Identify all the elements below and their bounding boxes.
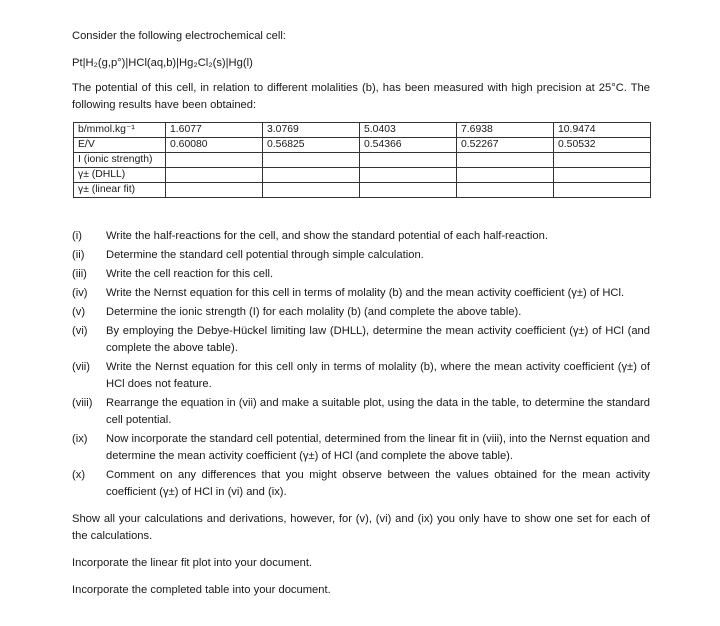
- table-cell: 3.0769: [263, 123, 360, 138]
- table-cell: [554, 153, 651, 168]
- question-number: (viii): [72, 397, 93, 409]
- question-number: (ii): [72, 249, 85, 261]
- row-label: γ± (linear fit): [74, 183, 166, 198]
- intro-text: Consider the following electrochemical cell:: [72, 30, 286, 42]
- table-cell: [263, 168, 360, 183]
- table-row: [74, 123, 651, 138]
- table-cell: 5.0403: [360, 123, 457, 138]
- table-row: [74, 153, 651, 168]
- question-number: (x): [72, 469, 86, 481]
- question-number: (vii): [72, 361, 91, 373]
- table-cell: [457, 183, 554, 198]
- description-text: The potential of this cell, in relation to different molalities (b), has been measured with high precision at 25°C. The following results have been obtained:: [72, 82, 650, 111]
- question-text: By employing the Debye-Hückel limiting law (DHLL), determine the mean activity coefficient (γ±) of HCl (and complete the above table).: [106, 325, 650, 354]
- table-cell: [554, 168, 651, 183]
- table-cell: 1.6077: [166, 123, 263, 138]
- question-text: Comment on any differences that you might observe between the values obtained for the mean activity coefficient (γ±) of HCl in (vi) and (ix).: [106, 469, 650, 498]
- table-cell: 0.50532: [554, 138, 651, 153]
- question-text: Write the half-reactions for the cell, and show the standard potential of each half-reaction.: [106, 230, 548, 242]
- question-text: Rearrange the equation in (vii) and make a suitable plot, using the data in the table, to determine the standard cell potential.: [106, 397, 650, 426]
- question-number: (ix): [72, 433, 88, 445]
- question-text: Determine the standard cell potential through simple calculation.: [106, 249, 424, 261]
- question-number: (vi): [72, 325, 88, 337]
- table-cell: 0.56825: [263, 138, 360, 153]
- table-cell: [263, 153, 360, 168]
- table-cell: [457, 153, 554, 168]
- table-row: [74, 138, 651, 153]
- table-cell: [263, 183, 360, 198]
- question-text: Write the cell reaction for this cell.: [106, 268, 274, 280]
- instruction-text: Show all your calculations and derivations, however, for (v), (vi) and (ix) you only have to show one set for each of the calculations.: [72, 513, 650, 542]
- instruction-text: Incorporate the linear fit plot into your document.: [72, 557, 313, 569]
- table-row: [74, 183, 651, 198]
- question-item: [72, 304, 650, 321]
- table-cell: [457, 168, 554, 183]
- question-text: Write the Nernst equation for this cell only in terms of molality (b), where the mean activity coefficient (γ±) of HCl does not feature.: [106, 361, 650, 390]
- question-number: (iii): [72, 268, 87, 280]
- table-cell: 0.60080: [166, 138, 263, 153]
- table-cell: [166, 183, 263, 198]
- row-label: γ± (DHLL): [74, 168, 166, 183]
- results-table: [73, 122, 651, 198]
- question-number: (iv): [72, 287, 88, 299]
- table-cell: [360, 168, 457, 183]
- question-item: [72, 323, 650, 357]
- row-label: b/mmol.kg⁻¹: [74, 123, 166, 138]
- row-label: E/V: [74, 138, 166, 153]
- question-text: Determine the ionic strength (I) for each molality (b) (and complete the above table).: [106, 306, 522, 318]
- table-cell: [166, 168, 263, 183]
- question-item: [72, 359, 650, 393]
- question-number: (v): [72, 306, 86, 318]
- question-item: [72, 395, 650, 429]
- table-cell: [166, 153, 263, 168]
- instruction-text: Incorporate the completed table into your document.: [72, 584, 331, 596]
- question-number: (i): [72, 230, 82, 242]
- question-item: [72, 247, 650, 264]
- cell-notation: Pt|H₂(g,p°)|HCl(aq,b)|Hg₂Cl₂(s)|Hg(l): [72, 57, 253, 69]
- question-item: [72, 228, 650, 245]
- question-item: [72, 285, 650, 302]
- table-cell: 0.54366: [360, 138, 457, 153]
- question-item: [72, 431, 650, 465]
- table-cell: [554, 183, 651, 198]
- table-cell: 0.52267: [457, 138, 554, 153]
- table-cell: 7.6938: [457, 123, 554, 138]
- question-item: [72, 467, 650, 501]
- table-cell: [360, 183, 457, 198]
- question-item: [72, 266, 650, 283]
- row-label: I (ionic strength): [74, 153, 166, 168]
- table-cell: 10.9474: [554, 123, 651, 138]
- question-text: Write the Nernst equation for this cell in terms of molality (b) and the mean activity coefficient (γ±) of HCl.: [106, 287, 625, 299]
- table-cell: [360, 153, 457, 168]
- question-text: Now incorporate the standard cell potential, determined from the linear fit in (viii), into the Nernst equation and determine the mean activity coefficient (γ±) of HCl (and complete the above table).: [106, 433, 650, 462]
- question-list: [72, 228, 650, 501]
- table-row: [74, 168, 651, 183]
